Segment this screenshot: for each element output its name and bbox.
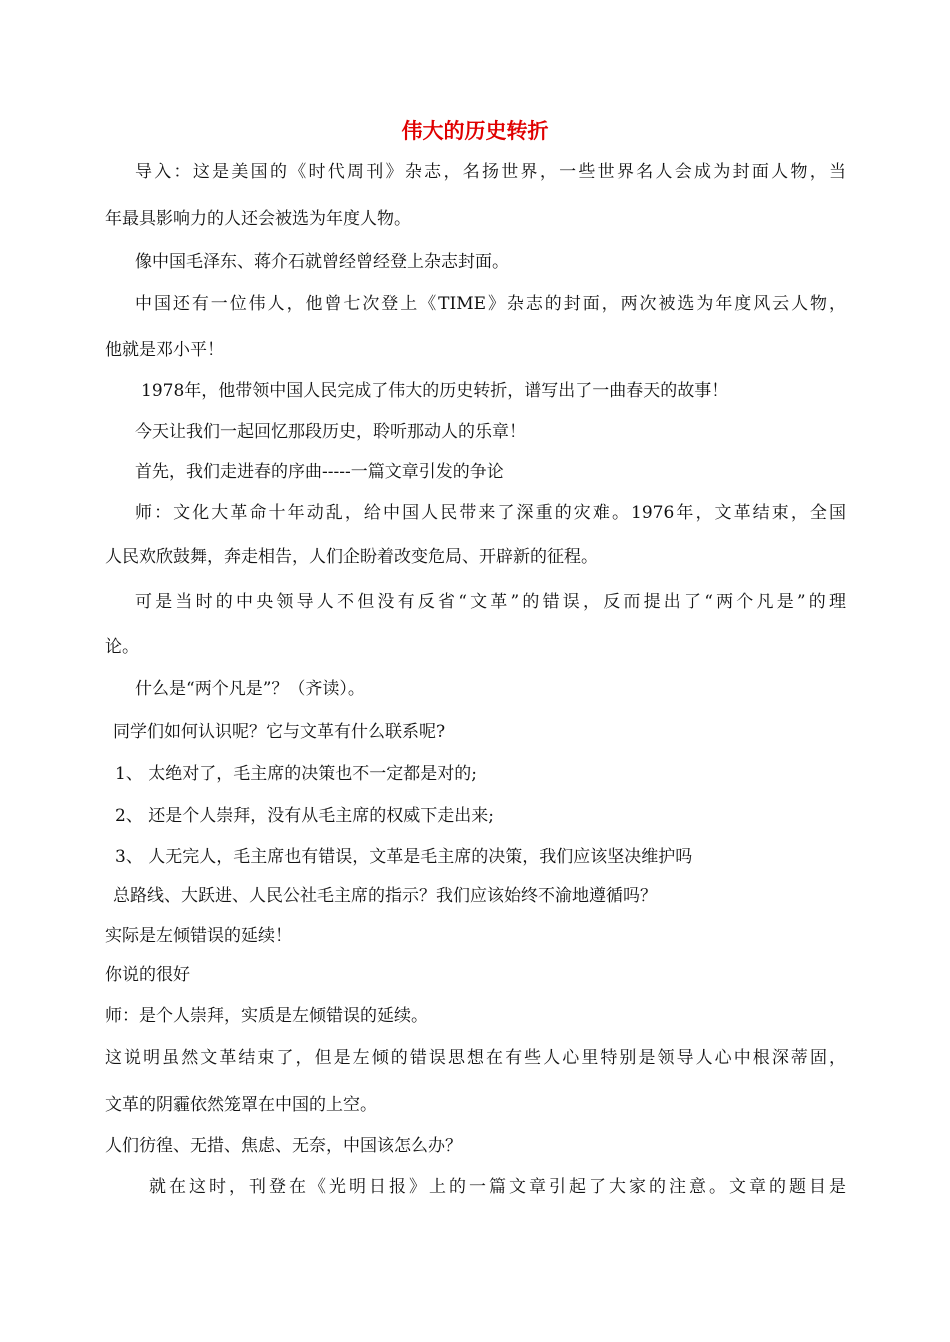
paragraph-line: 人们彷徨、无措、焦虑、无奈，中国该怎么办？	[105, 1136, 462, 1156]
paragraph-line: 可是当时的中央领导人不但没有反省“文革”的错误，反而提出了“两个凡是”的理	[135, 592, 846, 612]
paragraph-line: 师：是个人崇拜，实质是左倾错误的延续。	[105, 1006, 428, 1026]
document-title: 伟大的历史转折	[401, 119, 549, 143]
paragraph-line: 总路线、大跃进、人民公社毛主席的指示？我们应该始终不渝地遵循吗？	[113, 886, 657, 906]
paragraph-line: 什么是“两个凡是”？（齐读）。	[135, 679, 365, 699]
paragraph-line: 首先，我们走进春的序曲-----一篇文章引发的争论	[135, 462, 504, 482]
paragraph-line: 人民欢欣鼓舞，奔走相告，人们企盼着改变危局、开辟新的征程。	[105, 547, 598, 567]
list-item: 3、 人无完人，毛主席也有错误，文革是毛主席的决策，我们应该坚决维护吗	[115, 847, 693, 867]
paragraph-line: 像中国毛泽东、蒋介石就曾经曾经登上杂志封面。	[135, 252, 509, 272]
paragraph-line: 1978年，他带领中国人民完成了伟大的历史转折，谱写出了一曲春天的故事！	[141, 381, 729, 401]
paragraph-line: 师：文化大革命十年动乱，给中国人民带来了深重的灾难。1976年，文革结束，全国	[135, 503, 846, 523]
paragraph-line: 这说明虽然文革结束了，但是左倾的错误思想在有些人心里特别是领导人心中根深蒂固，	[105, 1048, 846, 1068]
list-item: 1、 太绝对了，毛主席的决策也不一定都是对的;	[115, 764, 477, 784]
paragraph-line: 他就是邓小平！	[105, 340, 224, 360]
paragraph-line: 你说的很好	[105, 965, 190, 985]
paragraph-line: 年最具影响力的人还会被选为年度人物。	[105, 209, 411, 229]
paragraph-line: 导入：这是美国的《时代周刊》杂志，名扬世界，一些世界名人会成为封面人物，当	[135, 162, 846, 182]
paragraph-line: 论。	[105, 637, 139, 657]
list-item: 2、 还是个人崇拜，没有从毛主席的权威下走出来;	[115, 806, 494, 826]
paragraph-line: 今天让我们一起回忆那段历史，聆听那动人的乐章！	[135, 422, 526, 442]
paragraph-line: 同学们如何认识呢？它与文革有什么联系呢?	[113, 722, 446, 742]
paragraph-line: 文革的阴霾依然笼罩在中国的上空。	[105, 1095, 377, 1115]
paragraph-line: 实际是左倾错误的延续！	[105, 926, 292, 946]
paragraph-line: 就在这时，刊登在《光明日报》上的一篇文章引起了大家的注意。文章的题目是	[149, 1177, 846, 1197]
paragraph-line: 中国还有一位伟人，他曾七次登上《TIME》杂志的封面，两次被选为年度风云人物，	[135, 294, 846, 314]
